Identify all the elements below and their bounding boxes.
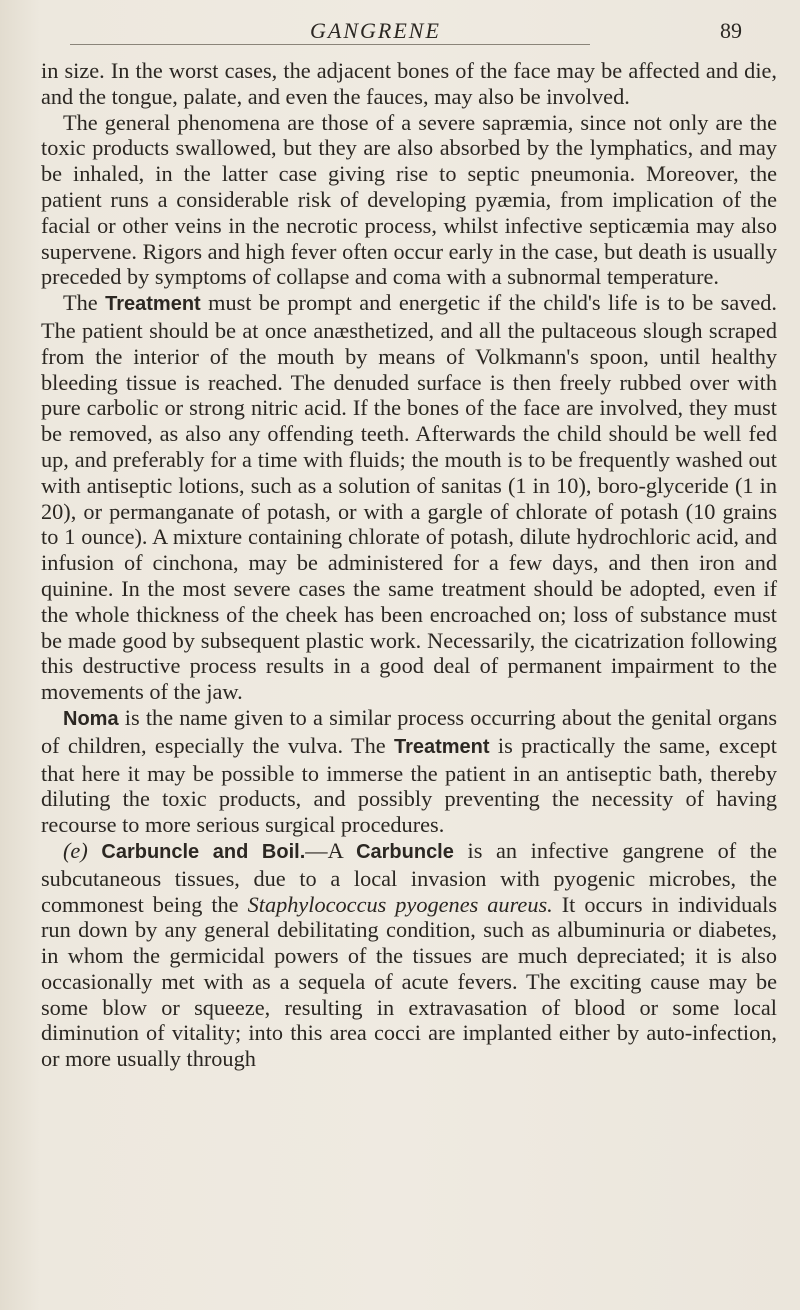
species-name: Staphylococcus pyogenes aureus. — [247, 891, 553, 917]
text-fragment: It occurs in individuals run down by any general debilitating condition, such as albuminuria or diabetes, in whom the germicidal powers of the tissues are much depreciated; it is also occasionally met with as a sequela of acute fevers. The exciting cause may be some blow or squeeze, resulting in extravasation of blood or some local diminution of vitality; into this area cocci are implanted either by auto-infection, or more usually through — [41, 891, 777, 1072]
run-in-heading: Treatment — [105, 293, 201, 316]
paragraph: in size. In the worst cases, the adjacent bones of the face may be affected and die, and the tongue, palate, and even the fauces, may also be involved. — [41, 58, 777, 109]
run-in-heading: Carbuncle and Boil. — [101, 840, 306, 863]
paragraph — [41, 838, 777, 1072]
body-text — [41, 58, 777, 1072]
paragraph — [41, 705, 777, 838]
paragraph: The general phenomena are those of a severe sapræmia, since not only are the toxic products swallowed, but they are also absorbed by the lymphatics, and may be inhaled, in the latter case giving rise to septic pneumonia. Moreover, the patient runs a considerable risk of developing pyæmia, from implication of the facial or other veins in the necrotic process, whilst infective septicæmia may also supervene. Rigors and high fever often occur early in the case, but death is usually preceded by symptoms of collapse and coma with a subnormal temperature. — [41, 109, 777, 290]
page-number: 89 — [720, 18, 742, 43]
running-head: GANGRENE — [310, 18, 441, 43]
text-fragment: is the name given to a similar process occurring about the genital organs of children, especially the vulva. The — [41, 704, 778, 758]
text-fragment: must be prompt and energetic if the child's life is to be saved. The patient should be at once anæsthetized, and all the pultaceous slough scraped from the interior of the mouth by means of Volkmann's spoon, until healthy bleeding tissue is reached. The denuded surface is then freely rubbed over with pure carbolic or strong nitric acid. If the bones of the face are involved, they must be removed, as also any offending teeth. Afterwards the child should be well fed up, and preferably for a time with fluids; the mouth is to be frequently washed out with antiseptic lotions, such as a solution of sanitas (1 in 10), boro-glyceride (1 in 20), or permanganate of potash, or with a gargle of chlorate of potash (10 grains to 1 ounce). A mixture containing chlorate of potash, dilute hydrochloric acid, and infusion of cinchona, may be administered for a few days, and then iron and quinine. In the most severe cases the same treatment should be adopted, even if the whole thickness of the cheek has been encroached on; loss of substance must be made good by subsequent plastic work. Necessarily, the cicatrization following this destructive process results in a good deal of permanent impairment to the movements of the jaw. — [41, 290, 778, 705]
paragraph — [41, 290, 777, 705]
run-in-heading: Carbuncle — [356, 840, 454, 863]
section-label: (e) — [63, 837, 88, 863]
run-in-heading: Treatment — [393, 735, 490, 758]
text-fragment: The — [63, 290, 98, 316]
text-fragment: is practically the same, except that here it may be possible to immerse the patient in an antiseptic bath, thereby diluting the toxic products, and possibly preventing the necessity of having recourse to more serious surgical procedures. — [41, 732, 778, 838]
text-fragment: is an infective gangrene of the subcutaneous tissues, due to a local invasion with pyogenic microbes, the commonest being the — [41, 837, 778, 917]
header-rule — [70, 44, 590, 45]
text-fragment: —A — [305, 837, 343, 863]
run-in-heading: Noma — [63, 707, 119, 730]
